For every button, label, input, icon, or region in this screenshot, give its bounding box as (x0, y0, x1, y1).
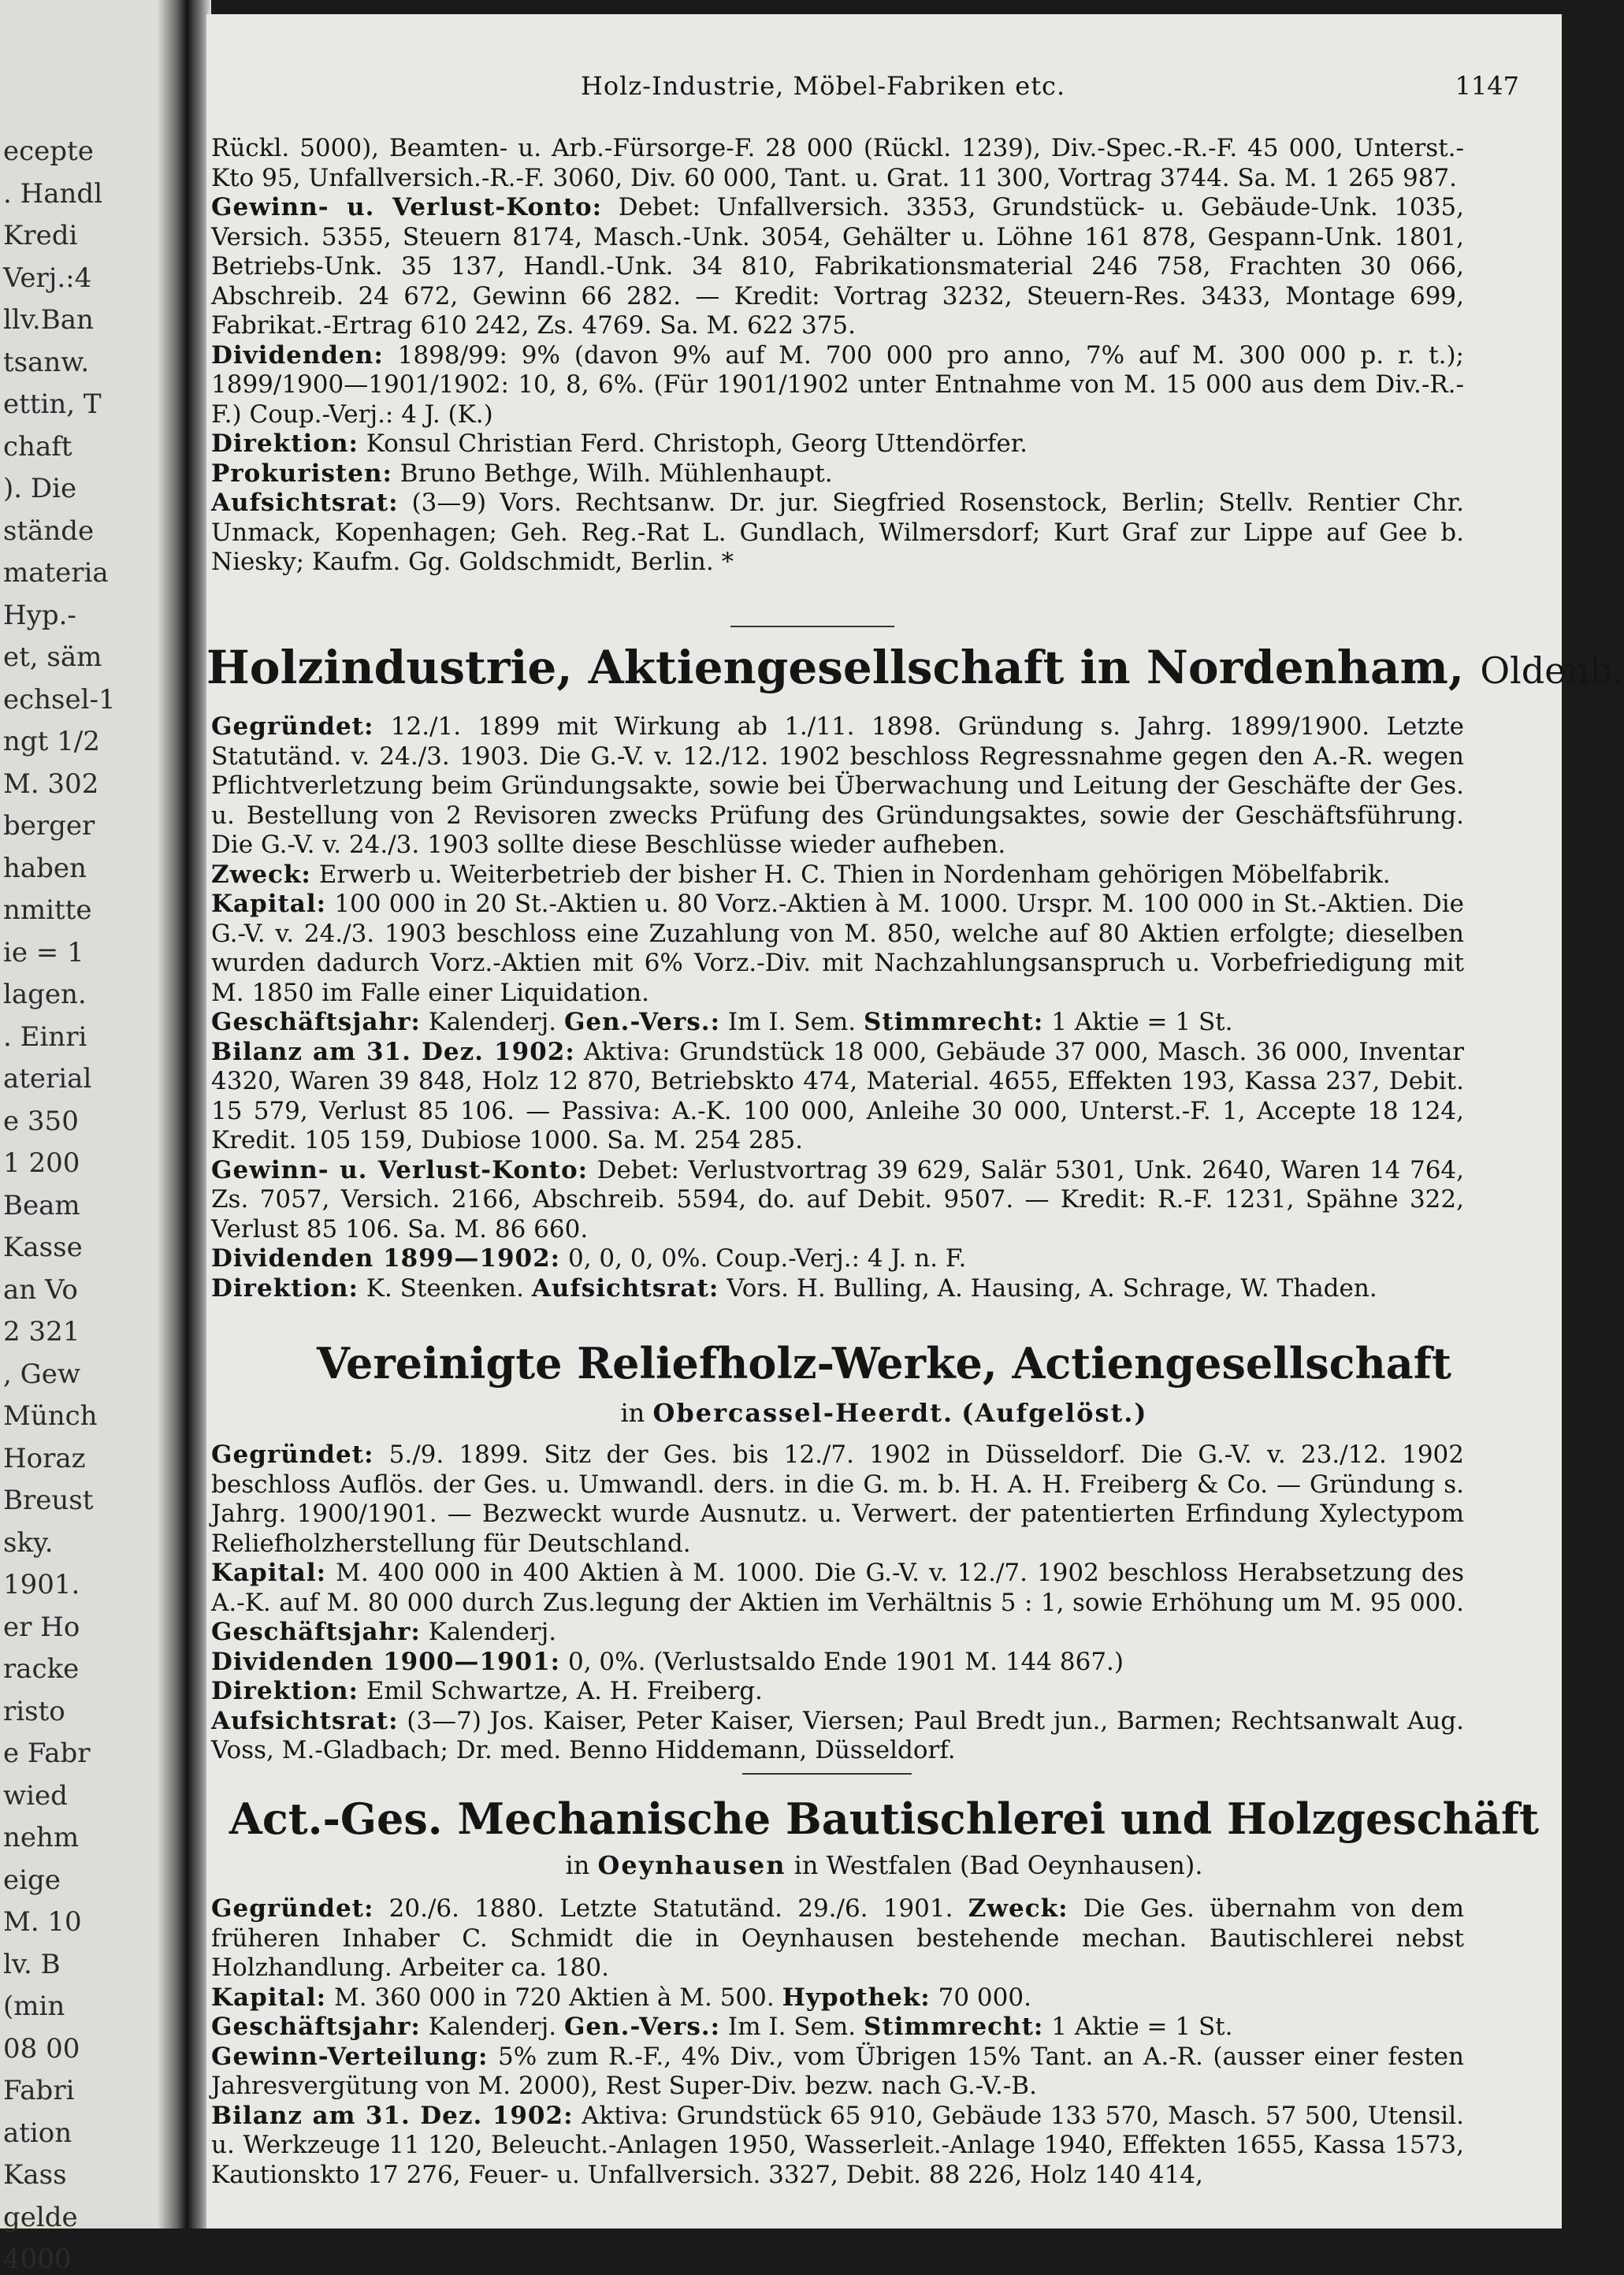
directors: Direktion: Konsul Christian Ferd. Christoph, Georg Uttendörfer. (211, 429, 1028, 458)
dividends: Dividenden: 1898/99: 9% (davon 9% auf M. 700 000 pro anno, 7% auf M. 300 000 p. r. t.); 1899/1900—1901/1902: 10, 8, 6%. (Für 1901/1902 unter Entnahme von M. 15 000 aus dem Div.-R.-F.) Coup.-Verj.: 4 J. (K.) (211, 340, 1464, 429)
entry-reliefholz (211, 1440, 1464, 1766)
margin-fragment: haben (3, 852, 87, 884)
margin-fragment: Münch (3, 1400, 98, 1432)
entry-oeynhausen (211, 1894, 1464, 2190)
capital: Kapital: M. 360 000 in 720 Aktien à M. 500. Hypothek: 70 000. (211, 1983, 1031, 2012)
margin-fragment: wied (3, 1779, 68, 1812)
margin-fragment: . Handl (3, 177, 103, 210)
margin-fragment: an Vo (3, 1273, 78, 1306)
directors-board: Direktion: K. Steenken. Aufsichtsrat: Vors. H. Bulling, A. Hausing, A. Schrage, W. Thaden. (211, 1273, 1377, 1303)
margin-fragment: aterial (3, 1063, 92, 1095)
facing-page-margin (0, 0, 165, 2275)
margin-fragment: echsel-1 (3, 683, 116, 716)
entry-title-reliefholz: Vereinigte Reliefholz-Werke, Actiengesellschaft (317, 1338, 1451, 1388)
entry-nordenham (211, 712, 1464, 1303)
section-divider (742, 1773, 912, 1775)
margin-fragment: eige (3, 1864, 61, 1896)
margin-fragment: 1901. (3, 1569, 80, 1600)
founded: Gegründet: 5./9. 1899. Sitz der Ges. bis 12./7. 1902 in Düsseldorf. Die G.-V. v. 23./12. 1902 beschloss Auflös. der Ges. u. Umwandl. ders. in die G. m. b. H. A. H. Freiberg & Co. — Gründung s. Jahrg. 1900/1901. — Bezweckt wurde Ausnutz. u. Verwert. der patentierten Erfindung Xylectypom Reliefholzherstellung für Deutschland. (211, 1440, 1464, 1558)
profit-loss-account: Gewinn- u. Verlust-Konto: Debet: Verlustvortrag 39 629, Salär 5301, Unk. 2640, Waren 14 764, Zs. 7057, Versich. 2166, Abschreib. 5594, do. auf Debit. 9507. — Kredit: R.-F. 1231, Spähne 322, Verlust 85 106. Sa. M. 86 660. (211, 1155, 1464, 1243)
supervisory-board: Aufsichtsrat: (3—9) Vors. Rechtsanw. Dr. jur. Siegfried Rosenstock, Berlin; Stellv. Rentier Chr. Unmack, Kopenhagen; Geh. Reg.-Rat L. Gundlach, Wilmersdorf; Kurt Graf zur Lippe auf Gee b. Niesky; Kaufm. Gg. Goldschmidt, Berlin. * (211, 489, 1464, 576)
margin-fragment: (min (3, 1991, 65, 2022)
margin-fragment: lv. B (3, 1948, 61, 1980)
margin-fragment: ). Die (3, 473, 77, 504)
margin-fragment: 4000 (3, 2243, 72, 2275)
margin-fragment: M. 10 (3, 1906, 82, 1938)
profit-loss-account: Gewinn- u. Verlust-Konto: Debet: Unfallversich. 3353, Grundstück- u. Gebäude-Unk. 1035, Versich. 5355, Steuern 8174, Masch.-Unk. 3054, Gehälter u. Löhne 161 878, Gespann-Unk. 1801, Betriebs-Unk. 35 137, Handl.-Unk. 34 810, Fabrikationsmaterial 246 758, Frachten 30 066, Abschreib. 24 672, Gewinn 66 282. — Kredit: Vortrag 3232, Steuern-Res. 3433, Montage 699, Fabrikat.-Ertrag 610 242, Zs. 4769. Sa. M. 622 375. (211, 193, 1465, 340)
margin-fragment: e Fabr (3, 1738, 91, 1769)
balance-continuation: Rückl. 5000), Beamten- u. Arb.-Fürsorge-F. 28 000 (Rückl. 1239), Div.-Spec.-R.-F. 45 000, Unterst.-Kto 95, Unfallversich.-R.-F. 3060, Div. 60 000, Tant. u. Grat. 11 300, Vortrag 3744. Sa. M. 1 265 987. (211, 134, 1464, 192)
capital: Kapital: 100 000 in 20 St.-Aktien u. 80 Vorz.-Aktien à M. 1000. Urspr. M. 100 000 in St.-Aktien. Die G.-V. v. 24./3. 1903 beschloss eine Zuzahlung von M. 850, welche auf 80 Aktien erfolgte; dieselben wurden dadurch Vorz.-Aktien mit 6% Vorz.-Div. mit Nachzahlungsanspruch u. Vorbefriedigung mit M. 1850 im Falle einer Liquidation. (211, 890, 1464, 1007)
balance-sheet: Bilanz am 31. Dez. 1902: Aktiva: Grundstück 65 910, Gebäude 133 570, Masch. 57 500, Utensil. u. Werkzeuge 11 120, Beleucht.-Anlagen 1950, Wasserleit.-Anlage 1940, Effekten 1655, Kassa 1573, Kautionskto 17 276, Feuer- u. Unfallversich. 3327, Debit. 88 226, Holz 140 414, (211, 2101, 1464, 2189)
margin-fragment: chaft (3, 430, 72, 463)
dividends: Dividenden 1900—1901: 0, 0%. (Verlustsaldo Ende 1901 M. 144 867.) (211, 1647, 1124, 1676)
margin-fragment: risto (3, 1695, 65, 1727)
margin-fragment: materia (3, 557, 109, 589)
margin-fragment: e 350 (3, 1105, 79, 1137)
document-page (206, 14, 1624, 2229)
margin-fragment: . Einri (3, 1020, 87, 1053)
margin-fragment: ecepte (3, 136, 94, 167)
purpose: Zweck: Erwerb u. Weiterbetrieb der bisher H. C. Thien in Nordenham gehörigen Möbelfabrik. (211, 860, 1391, 889)
margin-fragment: racke (3, 1653, 80, 1685)
margin-fragment: , Gew (3, 1358, 80, 1390)
margin-fragment: Kasse (3, 1232, 83, 1263)
page-number: 1147 (1455, 71, 1519, 101)
entry-title-nordenham: Holzindustrie, Aktiengesellschaft in Nordenham, Oldenb. (206, 641, 1624, 694)
margin-fragment: ettin, T (3, 388, 102, 420)
margin-fragment: lagen. (3, 979, 87, 1010)
fiscal-year: Geschäftsjahr: Kalenderj. Gen.-Vers.: Im I. Sem. Stimmrecht: 1 Aktie = 1 St. (211, 1008, 1233, 1036)
directors: Direktion: Emil Schwartze, A. H. Freiberg. (211, 1677, 763, 1705)
margin-fragment: Kass (3, 2159, 67, 2191)
margin-fragment: ation (3, 2117, 72, 2149)
margin-fragment: M. 302 (3, 768, 99, 800)
margin-fragment: berger (3, 810, 95, 842)
supervisory-board: Aufsichtsrat: (3—7) Jos. Kaiser, Peter Kaiser, Viersen; Paul Bredt jun., Barmen; Rechtsanwalt Aug. Voss, M.-Gladbach; Dr. med. Benno Hiddemann, Düsseldorf. (211, 1706, 1464, 1764)
margin-fragment: ngt 1/2 (3, 726, 100, 757)
margin-fragment: er Ho (3, 1611, 80, 1643)
book-gutter (158, 0, 211, 2229)
founded-purpose: Gegründet: 20./6. 1880. Letzte Statutänd. 29./6. 1901. Zweck: Die Ges. übernahm von dem früheren Inhaber C. Schmidt die in Oeynhausen bestehende mechan. Bautischlerei nebst Holzhandlung. Arbeiter ca. 180. (211, 1894, 1464, 1982)
capital: Kapital: M. 400 000 in 400 Aktien à M. 1000. Die G.-V. v. 12./7. 1902 beschloss Herabsetzung des A.-K. auf M. 80 000 durch Zus.legung der Aktien im Verhältnis 5 : 1, sowie Erhöhung um M. 95 000. Geschäftsjahr: Kalenderj. (211, 1559, 1464, 1646)
authorized-officers: Prokuristen: Bruno Bethge, Wilh. Mühlenhaupt. (211, 459, 833, 488)
margin-fragment: Fabri (3, 2075, 75, 2106)
margin-fragment: Breust (3, 1485, 94, 1516)
section-divider (730, 626, 894, 627)
running-header (206, 71, 1562, 106)
entry-continuation (211, 134, 1464, 578)
running-title: Holz-Industrie, Möbel-Fabriken etc. (581, 71, 1066, 101)
balance-sheet: Bilanz am 31. Dez. 1902: Aktiva: Grundstück 18 000, Gebäude 37 000, Masch. 36 000, Inventar 4320, Waren 39 848, Holz 12 870, Betriebskto 474, Material. 4655, Effekten 193, Kassa 237, Debit. 15 579, Verlust 85 106. — Passiva: A.-K. 100 000, Anleihe 30 000, Unterst.-F. 1, Accepte 18 124, Kredit. 105 159, Dubiose 1000. Sa. M. 254 285. (211, 1037, 1464, 1154)
margin-fragment: Kredi (3, 220, 78, 251)
margin-fragment: Verj.:4 (3, 262, 92, 294)
margin-fragment: 1 200 (3, 1147, 80, 1179)
margin-fragment: nehm (3, 1822, 80, 1853)
margin-fragment: gelde (3, 2201, 78, 2233)
margin-fragment: Beam (3, 1189, 80, 1221)
margin-fragment: tsanw. (3, 346, 90, 378)
margin-fragment: stände (3, 515, 95, 547)
margin-fragment: ie = 1 (3, 936, 84, 968)
fiscal-year: Geschäftsjahr: Kalenderj. Gen.-Vers.: Im I. Sem. Stimmrecht: 1 Aktie = 1 St. (211, 2013, 1233, 2041)
entry-subtitle-reliefholz: in Obercassel-Heerdt. (Aufgelöst.) (620, 1398, 1148, 1428)
margin-fragment: Horaz (3, 1442, 86, 1474)
dividends: Dividenden 1899—1902: 0, 0, 0, 0%. Coup.-Verj.: 4 J. n. F. (211, 1244, 967, 1273)
margin-fragment: 08 00 (3, 2032, 80, 2065)
entry-subtitle-oeynhausen: in Oeynhausen in Westfalen (Bad Oeynhausen). (565, 1850, 1203, 1880)
margin-fragment: Hyp.- (3, 599, 76, 631)
margin-fragment: et, säm (3, 641, 102, 673)
profit-distribution: Gewinn-Verteilung: 5% zum R.-F., 4% Div., vom Übrigen 15% Tant. an A.-R. (ausser einer festen Jahresvergütung von M. 2000), Rest Super-Div. bezw. nach G.-V.-B. (211, 2042, 1464, 2100)
margin-fragment: 2 321 (3, 1316, 80, 1348)
entry-title-oeynhausen: Act.-Ges. Mechanische Bautischlerei und Holzgeschäft (229, 1794, 1540, 1844)
margin-fragment: nmitte (3, 894, 92, 926)
founded: Gegründet: 12./1. 1899 mit Wirkung ab 1./11. 1898. Gründung s. Jahrg. 1899/1900. Letzte Statutänd. v. 24./3. 1903. Die G.-V. v. 12./12. 1902 beschloss Regressnahme gegen den A.-R. wegen Pflichtverletzung beim Gründungsakte, sowie bei Überwachung und Leitung der Geschäfte der Ges. u. Bestellung von 2 Revisoren zwecks Prüfung des Gründungsaktes, sowie der Geschäftsführung. Die G.-V. v. 24./3. 1903 sollte diese Beschlüsse wieder aufheben. (211, 712, 1464, 859)
margin-fragment: llv.Ban (3, 304, 94, 336)
margin-fragment: sky. (3, 1526, 54, 1559)
